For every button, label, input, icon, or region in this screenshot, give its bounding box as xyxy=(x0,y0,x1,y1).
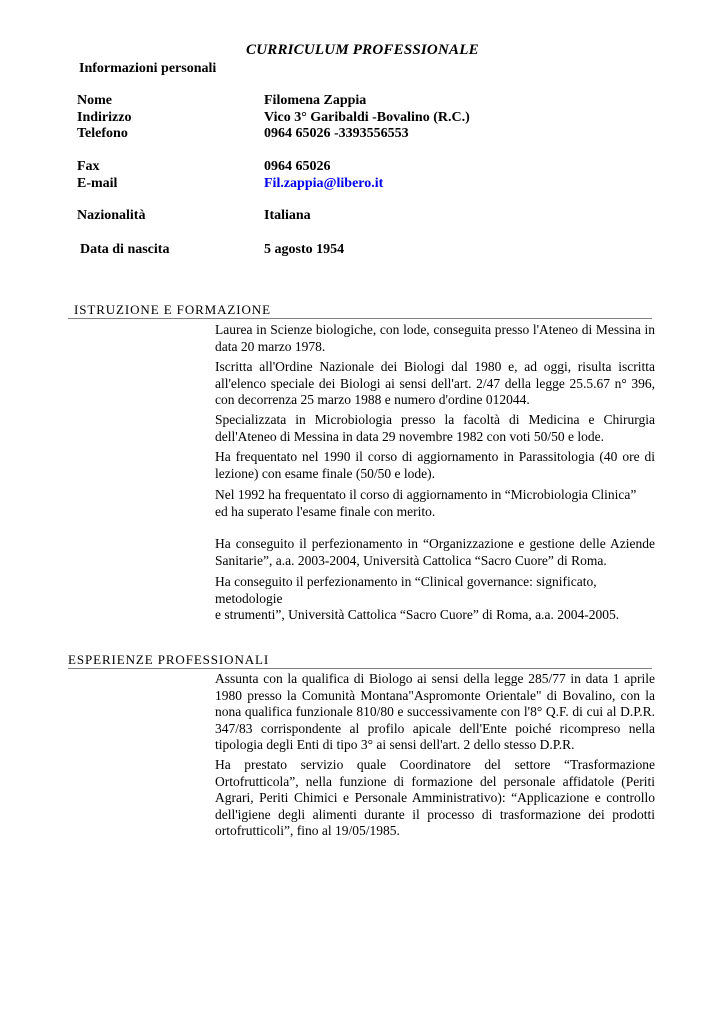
istruzione-paragraph-aziende-sanitarie: Ha conseguito il perfezionamento in “Organizzazione e gestione delle Aziende Sanitarie”, a.a. 2003-2004, Università Cattolica “Sacro Cuore” di Roma. xyxy=(215,536,655,568)
email-link[interactable]: Fil.zappia@libero.it xyxy=(264,176,384,191)
esperienze-divider xyxy=(68,668,652,669)
istruzione-paragraph-parassitologia: Ha frequentato nel 1990 il corso di aggiornamento in Parassitologia (40 ore di lezione) con esame finale (50/50 e lode). xyxy=(215,449,655,481)
istruzione-heading: ISTRUZIONE E FORMAZIONE xyxy=(74,302,271,317)
istruzione-paragraph-iscrizione: Iscritta all'Ordine Nazionale dei Biologi dal 1980 e, ad oggi, risulta iscritta all'elenco speciale dei Biologi ai sensi dell'art. 2/47 della legge 25.5.67 n° 396, con decorrenza 25 marzo 1988 e numero d'ordine 012044. xyxy=(215,359,655,407)
governance-line-3: e strumenti”, Università Cattolica “Sacro Cuore” di Roma, a.a. 2004-2005. xyxy=(215,607,620,622)
governance-line-1: Ha conseguito il perfezionamento in “Clinical governance: significato, xyxy=(215,574,597,589)
row-nascita xyxy=(0,242,724,260)
istruzione-divider xyxy=(68,318,652,319)
istruzione-paragraph-clinical-governance xyxy=(215,574,655,624)
istruzione-paragraph-specializzazione: Specializzata in Microbiologia presso la facoltà di Medicina e Chirurgia dell'Ateneo di Messina in data 29 novembre 1982 con voti 50/50 e lode. xyxy=(215,412,655,444)
row-nazionalita xyxy=(0,208,724,226)
istruzione-paragraph-microbiologia xyxy=(215,487,655,520)
microbiologia-line-1: Nel 1992 ha frequentato il corso di aggiornamento in “Microbiologia Clinica” xyxy=(215,487,637,502)
istruzione-paragraph-laurea: Laurea in Scienze biologiche, con lode, conseguita presso l'Ateneo di Messina in data 20 marzo 1978. xyxy=(215,322,655,354)
document-title: CURRICULUM PROFESSIONALE xyxy=(246,42,479,58)
personal-info-heading: Informazioni personali xyxy=(79,61,217,76)
esperienze-paragraph-coordinatore: Ha prestato servizio quale Coordinatore del settore “Trasformazione Ortofrutticola”, nella funzione di formazione del personale affidatole (Periti Agrari, Periti Chimici e Personale Amministrativo): “Applicazione e controllo dell'igiene degli alimenti durante il processo di trasformazione dei prodotti ortofrutticoli”, fino al 19/05/1985. xyxy=(215,757,655,838)
nome-label: Nome xyxy=(77,93,112,108)
nascita-value: 5 agosto 1954 xyxy=(264,242,345,257)
fax-value: 0964 65026 xyxy=(264,159,331,174)
telefono-value: 0964 65026 -3393556553 xyxy=(264,126,409,141)
esperienze-paragraph-assunzione: Assunta con la qualifica di Biologo ai sensi della legge 285/77 in data 1 aprile 1980 presso la Comunità Montana"Aspromonte Orientale" di Bovalino, con la nona qualifica funzionale 810/80 e successivamente con l'8° Q.F. di cui al D.P.R. 347/83 corrispondente al profilo apicale dell'Ente poiché ricompreso nella tipologia degli Enti di tipo 3° ai sensi dell'art. 2 dello stesso D.P.R. xyxy=(215,671,655,752)
esperienze-heading: ESPERIENZE PROFESSIONALI xyxy=(68,652,270,667)
nome-value: Filomena Zappia xyxy=(264,93,367,108)
nazionalita-label: Nazionalità xyxy=(77,208,146,223)
indirizzo-value: Vico 3° Garibaldi -Bovalino (R.C.) xyxy=(264,110,470,125)
governance-line-2: metodologie xyxy=(215,590,283,606)
row-telefono xyxy=(0,126,724,144)
fax-label: Fax xyxy=(77,159,100,174)
nascita-label: Data di nascita xyxy=(80,242,170,257)
email-label: E-mail xyxy=(77,176,118,191)
indirizzo-label: Indirizzo xyxy=(77,110,132,125)
telefono-label: Telefono xyxy=(77,126,128,141)
microbiologia-line-2: ed ha superato l'esame finale con merito. xyxy=(215,503,436,519)
row-email xyxy=(0,176,724,194)
nazionalita-value: Italiana xyxy=(264,208,311,223)
row-fax xyxy=(0,159,724,177)
row-nome xyxy=(0,93,724,111)
